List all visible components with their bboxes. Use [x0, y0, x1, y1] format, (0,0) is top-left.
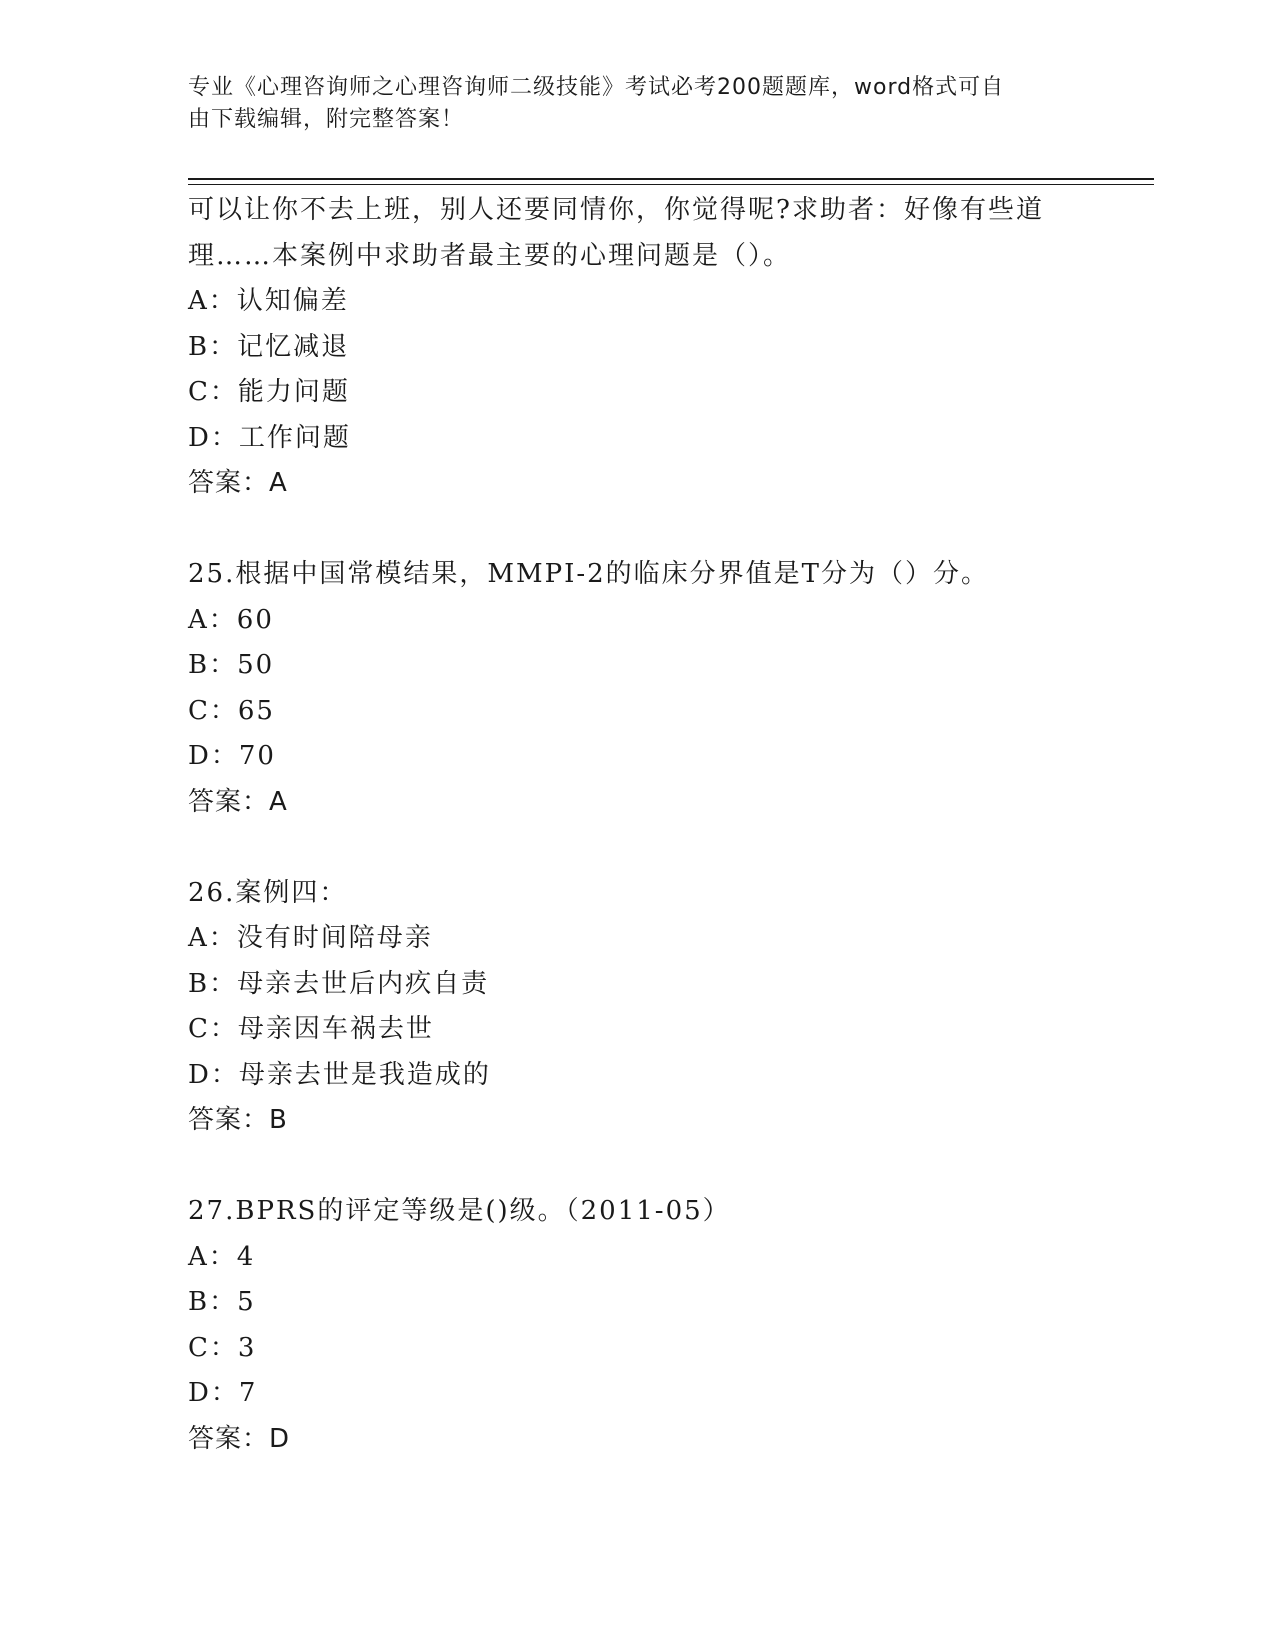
- option-c: C：65: [188, 695, 275, 726]
- answer-line: 答案：B: [188, 1105, 288, 1135]
- spacer: [188, 825, 1088, 871]
- header-divider-thick: [188, 178, 1154, 180]
- option-c: C：3: [188, 1332, 257, 1363]
- option-d: D：70: [188, 741, 276, 771]
- header-title-line-1: 专业《心理咨询师之心理咨询师二级技能》考试必考200题题库，word格式可自: [188, 75, 1005, 100]
- question-text: 25.根据中国常模结果，MMPI-2的临床分界值是T分为（）分。: [188, 559, 990, 589]
- question-content: [188, 188, 1088, 1462]
- option-b: B：记忆减退: [188, 331, 350, 362]
- answer-line: 答案：D: [188, 1423, 291, 1454]
- option-c: C：能力问题: [188, 377, 350, 407]
- answer-line: 答案：A: [188, 468, 288, 498]
- question-block-25: [188, 552, 1088, 825]
- option-b: B：母亲去世后内疚自责: [188, 968, 490, 999]
- option-a: A：60: [188, 604, 274, 635]
- option-a: A：没有时间陪母亲: [188, 923, 433, 953]
- header-title-line-2: 由下载编辑，附完整答案！: [188, 107, 465, 132]
- document-header: [188, 72, 1078, 136]
- option-d: D：母亲去世是我造成的: [188, 1059, 491, 1090]
- question-text: 26.案例四：: [188, 877, 348, 908]
- question-text-line: 可以让你不去上班，别人还要同情你，你觉得呢?求助者：好像有些道: [188, 195, 1044, 225]
- option-d: D：7: [188, 1378, 258, 1408]
- option-a: A：4: [188, 1241, 256, 1272]
- question-text-line: 理……本案例中求助者最主要的心理问题是（）。: [188, 240, 792, 271]
- question-block-24: [188, 188, 1088, 507]
- spacer: [188, 1144, 1088, 1190]
- question-block-26: [188, 871, 1088, 1144]
- option-c: C：母亲因车祸去世: [188, 1014, 434, 1044]
- question-block-27: [188, 1189, 1088, 1462]
- spacer: [188, 507, 1088, 553]
- option-d: D：工作问题: [188, 422, 351, 453]
- option-b: B：5: [188, 1287, 256, 1317]
- option-b: B：50: [188, 650, 275, 680]
- option-a: A：认知偏差: [188, 286, 349, 316]
- question-text: 27.BPRS的评定等级是()级。（2011-05）: [188, 1196, 731, 1226]
- answer-line: 答案：A: [188, 786, 288, 817]
- header-divider-thin: [188, 184, 1154, 185]
